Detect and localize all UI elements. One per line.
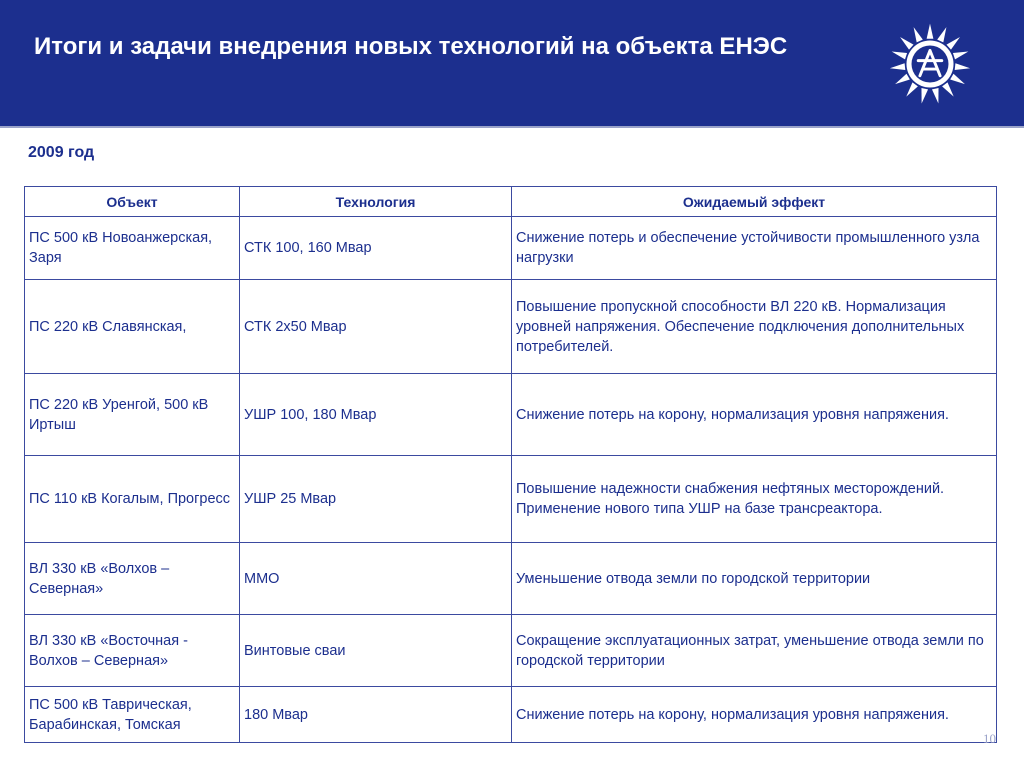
cell-object: ВЛ 330 кВ «Волхов – Северная» — [25, 543, 240, 615]
slide-number: 10 — [983, 731, 996, 746]
header-banner — [0, 0, 1024, 128]
cell-object: ПС 220 кВ Уренгой, 500 кВ Иртыш — [25, 374, 240, 456]
column-header-object: Объект — [25, 187, 240, 217]
cell-effect: Сокращение эксплуатационных затрат, уменьшение отвода земли по городской территории — [512, 615, 997, 687]
table-row — [25, 280, 997, 374]
year-heading: 2009 год — [28, 144, 95, 161]
table-header-row — [25, 187, 997, 217]
cell-effect: Снижение потерь на корону, нормализация уровня напряжения. — [512, 687, 997, 743]
cell-object: ВЛ 330 кВ «Восточная - Волхов – Северная» — [25, 615, 240, 687]
cell-effect: Снижение потерь и обеспечение устойчивости промышленного узла нагрузки — [512, 217, 997, 280]
technologies-table — [24, 186, 997, 743]
cell-technology: 180 Мвар — [240, 687, 512, 743]
cell-effect: Уменьшение отвода земли по городской территории — [512, 543, 997, 615]
table-row — [25, 456, 997, 543]
cell-object: ПС 110 кВ Когалым, Прогресс — [25, 456, 240, 543]
column-header-effect: Ожидаемый эффект — [512, 187, 997, 217]
table-row — [25, 217, 997, 280]
cell-technology: ММО — [240, 543, 512, 615]
cell-object: ПС 220 кВ Славянская, — [25, 280, 240, 374]
cell-technology: Винтовые сваи — [240, 615, 512, 687]
table-row — [25, 687, 997, 743]
column-header-technology: Технология — [240, 187, 512, 217]
cell-effect: Повышение надежности снабжения нефтяных месторождений. Применение нового типа УШР на базе трансреактора. — [512, 456, 997, 543]
cell-effect: Повышение пропускной способности ВЛ 220 кВ. Нормализация уровней напряжения. Обеспечение подключения дополнительных потребителей. — [512, 280, 997, 374]
company-emblem-icon — [888, 22, 972, 106]
table-row — [25, 374, 997, 456]
cell-object: ПС 500 кВ Новоанжерская, Заря — [25, 217, 240, 280]
cell-technology: УШР 25 Мвар — [240, 456, 512, 543]
slide-title: Итоги и задачи внедрения новых технологий на объекта ЕНЭС — [34, 33, 788, 60]
cell-technology: СТК 100, 160 Мвар — [240, 217, 512, 280]
table-row — [25, 543, 997, 615]
cell-technology: УШР 100, 180 Мвар — [240, 374, 512, 456]
cell-effect: Снижение потерь на корону, нормализация уровня напряжения. — [512, 374, 997, 456]
cell-object: ПС 500 кВ Таврическая, Барабинская, Томская — [25, 687, 240, 743]
table-row — [25, 615, 997, 687]
cell-technology: СТК 2х50 Мвар — [240, 280, 512, 374]
